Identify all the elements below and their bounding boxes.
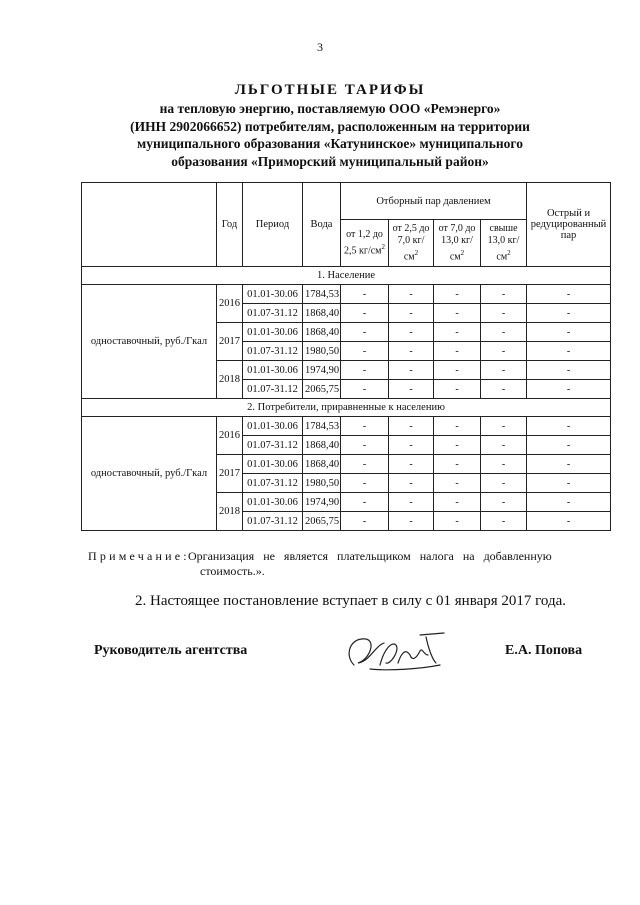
steam-3-cell: - — [434, 455, 481, 474]
header-water: Вода — [303, 183, 341, 267]
page-number: 3 — [317, 40, 323, 54]
steam-4-cell: - — [481, 512, 527, 531]
steam-4-cell: - — [481, 493, 527, 512]
steam-1-cell: - — [341, 436, 389, 455]
steam-3-cell: - — [434, 380, 481, 399]
water-tariff-cell: 2065,75 — [303, 512, 341, 531]
tariff-table-body — [82, 267, 611, 531]
year-cell: 2018 — [217, 493, 243, 531]
year-cell: 2016 — [217, 417, 243, 455]
sharp-steam-cell: - — [527, 285, 611, 304]
period-cell: 01.07-31.12 — [243, 512, 303, 531]
title-line-4: образования «Приморский муниципальный район» — [171, 153, 489, 169]
period-cell: 01.01-30.06 — [243, 285, 303, 304]
title-line-3: муниципального образования «Катунинское» муниципального — [137, 136, 523, 151]
steam-3-cell: - — [434, 474, 481, 493]
steam-1-cell: - — [341, 455, 389, 474]
period-cell: 01.01-30.06 — [243, 323, 303, 342]
steam-4-cell: - — [481, 380, 527, 399]
title-line-2: (ИНН 2902066652) потребителям, расположенным на территории — [130, 118, 530, 134]
steam-4-cell: - — [481, 342, 527, 361]
water-tariff-cell: 1974,90 — [303, 361, 341, 380]
section-title: 2. Потребители, приравненные к населению — [82, 399, 611, 417]
water-tariff-cell: 1868,40 — [303, 436, 341, 455]
water-tariff-cell: 2065,75 — [303, 380, 341, 399]
steam-4-cell: - — [481, 304, 527, 323]
water-tariff-cell: 1868,40 — [303, 323, 341, 342]
water-tariff-cell: 1784,53 — [303, 285, 341, 304]
water-tariff-cell: 1784,53 — [303, 417, 341, 436]
steam-2-cell: - — [389, 285, 434, 304]
water-tariff-cell: 1868,40 — [303, 304, 341, 323]
header-steam-group: Отборный пар давлением — [341, 183, 527, 220]
sharp-steam-cell: - — [527, 417, 611, 436]
water-tariff-cell: 1868,40 — [303, 455, 341, 474]
consumer-type-cell: одноставочный, руб./Гкал — [82, 285, 217, 399]
period-cell: 01.01-30.06 — [243, 417, 303, 436]
water-tariff-cell: 1980,50 — [303, 342, 341, 361]
period-cell: 01.07-31.12 — [243, 436, 303, 455]
steam-2-cell: - — [389, 342, 434, 361]
sharp-steam-cell: - — [527, 361, 611, 380]
section-header-row — [82, 267, 611, 285]
note — [88, 549, 593, 564]
table-row — [82, 417, 611, 436]
table-header-row — [82, 183, 611, 220]
note-text-line-2: стоимость.». — [200, 564, 265, 578]
steam-1-cell: - — [341, 512, 389, 531]
steam-3-cell: - — [434, 417, 481, 436]
period-cell: 01.01-30.06 — [243, 361, 303, 380]
title-main: ЛЬГОТНЫЕ ТАРИФЫ — [234, 82, 426, 98]
steam-3-cell: - — [434, 436, 481, 455]
steam-4-cell: - — [481, 323, 527, 342]
header-steam-4: свыше 13,0 $кг/см^2$ — [481, 220, 527, 267]
steam-3-cell: - — [434, 493, 481, 512]
steam-1-cell: - — [341, 323, 389, 342]
year-cell: 2017 — [217, 455, 243, 493]
steam-4-cell: - — [481, 285, 527, 304]
steam-2-cell: - — [389, 493, 434, 512]
steam-2-cell: - — [389, 512, 434, 531]
steam-2-cell: - — [389, 436, 434, 455]
water-tariff-cell: 1980,50 — [303, 474, 341, 493]
steam-3-cell: - — [434, 304, 481, 323]
steam-1-cell: - — [341, 474, 389, 493]
sharp-steam-cell: - — [527, 512, 611, 531]
title-line-1: на тепловую энергию, поставляемую ООО «Ремэнерго» — [159, 101, 501, 116]
signatory-position: Руководитель агентства — [94, 643, 248, 658]
document-title — [70, 80, 590, 170]
steam-2-cell: - — [389, 474, 434, 493]
steam-4-cell: - — [481, 455, 527, 474]
sharp-steam-cell: - — [527, 342, 611, 361]
steam-4-cell: - — [481, 474, 527, 493]
steam-1-cell: - — [341, 361, 389, 380]
note-label: Примечание: — [88, 549, 190, 563]
header-year: Год — [217, 183, 243, 267]
steam-3-cell: - — [434, 285, 481, 304]
steam-4-cell: - — [481, 436, 527, 455]
steam-1-cell: - — [341, 304, 389, 323]
header-sharp-steam: Острый и редуцированный пар — [527, 183, 611, 267]
steam-2-cell: - — [389, 417, 434, 436]
steam-3-cell: - — [434, 361, 481, 380]
water-tariff-cell: 1974,90 — [303, 493, 341, 512]
period-cell: 01.07-31.12 — [243, 304, 303, 323]
steam-4-cell: - — [481, 417, 527, 436]
table-row — [82, 285, 611, 304]
sharp-steam-cell: - — [527, 436, 611, 455]
year-cell: 2017 — [217, 323, 243, 361]
period-cell: 01.01-30.06 — [243, 493, 303, 512]
steam-1-cell: - — [341, 285, 389, 304]
steam-3-cell: - — [434, 342, 481, 361]
header-consumer — [82, 183, 217, 267]
sharp-steam-cell: - — [527, 493, 611, 512]
year-cell: 2016 — [217, 285, 243, 323]
steam-2-cell: - — [389, 380, 434, 399]
consumer-type-cell: одноставочный, руб./Гкал — [82, 417, 217, 531]
year-cell: 2018 — [217, 361, 243, 399]
sharp-steam-cell: - — [527, 304, 611, 323]
handwritten-signature — [340, 625, 450, 677]
sharp-steam-cell: - — [527, 323, 611, 342]
sharp-steam-cell: - — [527, 474, 611, 493]
steam-1-cell: - — [341, 342, 389, 361]
steam-2-cell: - — [389, 304, 434, 323]
steam-2-cell: - — [389, 361, 434, 380]
period-cell: 01.07-31.12 — [243, 474, 303, 493]
sharp-steam-cell: - — [527, 455, 611, 474]
period-cell: 01.07-31.12 — [243, 380, 303, 399]
sharp-steam-cell: - — [527, 380, 611, 399]
header-steam-1: от 1,2 до 2,5 $кг/см^2$ — [341, 220, 389, 267]
note-text-line-1: Организация не является плательщиком налога на добавленную — [188, 549, 552, 563]
steam-1-cell: - — [341, 493, 389, 512]
decree-effective-text: 2. Настоящее постановление вступает в силу с 01 января 2017 года. — [135, 593, 567, 609]
signatory-name: Е.А. Попова — [505, 643, 583, 658]
steam-3-cell: - — [434, 512, 481, 531]
header-steam-3: от 7,0 до 13,0 $кг/см^2$ — [434, 220, 481, 267]
steam-3-cell: - — [434, 323, 481, 342]
steam-4-cell: - — [481, 361, 527, 380]
steam-1-cell: - — [341, 380, 389, 399]
steam-2-cell: - — [389, 455, 434, 474]
header-steam-2: от 2,5 до 7,0 $кг/см^2$ — [389, 220, 434, 267]
header-period: Период — [243, 183, 303, 267]
section-title: 1. Население — [82, 267, 611, 285]
period-cell: 01.07-31.12 — [243, 342, 303, 361]
section-header-row — [82, 399, 611, 417]
period-cell: 01.01-30.06 — [243, 455, 303, 474]
tariff-table — [81, 182, 611, 531]
steam-2-cell: - — [389, 323, 434, 342]
steam-1-cell: - — [341, 417, 389, 436]
